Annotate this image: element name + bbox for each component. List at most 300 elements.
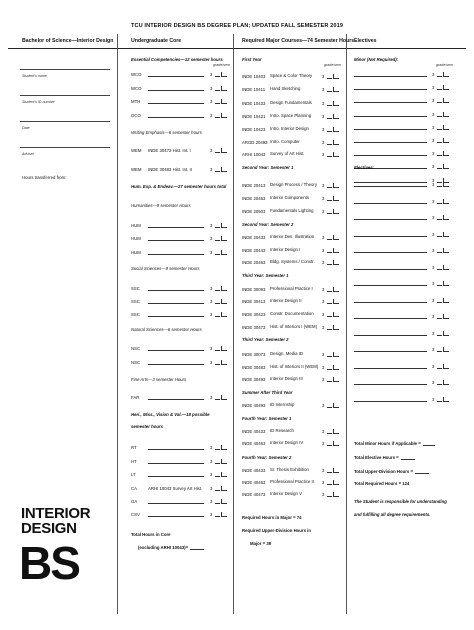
- row-hours: 3: [322, 209, 325, 214]
- row-code: CSV: [131, 512, 140, 517]
- row-hours: 3: [210, 346, 213, 351]
- sem-blank[interactable]: [222, 499, 227, 504]
- grade-blank[interactable]: [437, 265, 442, 270]
- grade-blank[interactable]: [215, 312, 220, 317]
- sem-blank[interactable]: [444, 151, 449, 156]
- sem-blank[interactable]: [222, 299, 227, 304]
- course-blank[interactable]: [148, 99, 204, 104]
- field-caption: Student's name: [22, 74, 47, 78]
- sem-blank[interactable]: [334, 87, 339, 92]
- row-code: MTH: [131, 99, 141, 104]
- summary-line: [354, 469, 429, 474]
- sem-blank[interactable]: [444, 331, 449, 336]
- sem-blank[interactable]: [334, 74, 339, 79]
- sem-blank[interactable]: [334, 429, 339, 434]
- row-hours: 3: [322, 312, 325, 317]
- sem-blank[interactable]: [334, 127, 339, 132]
- sem-blank[interactable]: [222, 472, 227, 477]
- sem-blank[interactable]: [222, 286, 227, 291]
- input-line[interactable]: [20, 95, 110, 96]
- sem-blank[interactable]: [334, 403, 339, 408]
- sem-blank[interactable]: [334, 209, 339, 214]
- row-hours: 3: [322, 299, 325, 304]
- grade-sem-label: grade/sem: [324, 63, 341, 67]
- elective-row: [354, 347, 449, 352]
- sem-blank[interactable]: [222, 512, 227, 517]
- course-blank[interactable]: [148, 286, 204, 291]
- sem-blank[interactable]: [444, 199, 449, 204]
- course-blank[interactable]: [354, 215, 427, 220]
- sem-blank[interactable]: [444, 265, 449, 270]
- row-hours: 3: [432, 182, 435, 187]
- grade-blank[interactable]: [327, 101, 332, 106]
- course-blank[interactable]: [354, 347, 427, 352]
- course-name: Intro. Space Planning: [270, 113, 312, 118]
- grade-blank[interactable]: [437, 380, 442, 385]
- grade-blank[interactable]: [437, 125, 442, 130]
- sem-blank[interactable]: [444, 112, 449, 117]
- sem-blank[interactable]: [444, 397, 449, 402]
- sem-blank[interactable]: [334, 114, 339, 119]
- sem-blank[interactable]: [444, 232, 449, 237]
- row-hours: 3: [432, 281, 435, 286]
- grade-blank[interactable]: [215, 499, 220, 504]
- divider-1: [117, 34, 118, 614]
- sem-blank[interactable]: [444, 364, 449, 369]
- sem-blank[interactable]: [334, 492, 339, 497]
- sem-blank[interactable]: [334, 287, 339, 292]
- sem-blank[interactable]: [222, 395, 227, 400]
- course-blank[interactable]: [148, 250, 204, 255]
- sem-blank[interactable]: [222, 312, 227, 317]
- grade-blank[interactable]: [215, 346, 220, 351]
- course-blank[interactable]: [354, 112, 427, 117]
- row-hours: 3: [322, 441, 325, 446]
- grade-blank[interactable]: [327, 299, 332, 304]
- grade-blank[interactable]: [437, 232, 442, 237]
- sem-blank[interactable]: [334, 152, 339, 157]
- row-hours: 3: [210, 223, 213, 228]
- divider-3: [346, 34, 347, 614]
- req-hours-line3: Major = 39: [250, 541, 272, 546]
- course-blank[interactable]: [148, 236, 204, 241]
- grade-blank[interactable]: [437, 314, 442, 319]
- major-row: [242, 428, 339, 434]
- course-blank[interactable]: [354, 182, 427, 187]
- row-hours: 3: [322, 403, 325, 408]
- course-number: INDE 20443: [242, 248, 266, 253]
- grade-blank[interactable]: [437, 182, 442, 187]
- row-hours: 3: [322, 87, 325, 92]
- grade-blank[interactable]: [327, 325, 332, 330]
- grade-blank[interactable]: [327, 209, 332, 214]
- course-blank[interactable]: [148, 360, 204, 365]
- course-blank[interactable]: [354, 138, 427, 143]
- ns-title: Natural Sciences—6 semester Hours: [131, 327, 202, 332]
- course-number: INDE 10421: [242, 114, 266, 119]
- grade-blank[interactable]: [327, 441, 332, 446]
- course-name: Hist. of Interiors I (WEM): [270, 324, 318, 329]
- sem-blank[interactable]: [334, 352, 339, 357]
- grade-blank[interactable]: [327, 312, 332, 317]
- grade-blank[interactable]: [327, 114, 332, 119]
- course-blank[interactable]: [354, 265, 427, 270]
- elective-row: [354, 182, 449, 187]
- sem-blank[interactable]: [334, 468, 339, 473]
- grade-blank[interactable]: [327, 468, 332, 473]
- sem-blank[interactable]: [444, 72, 449, 77]
- sem-blank[interactable]: [444, 164, 449, 169]
- summary-line: [354, 455, 415, 460]
- sem-blank[interactable]: [334, 325, 339, 330]
- sem-blank[interactable]: [334, 480, 339, 485]
- major-row: [242, 73, 339, 79]
- grade-blank[interactable]: [327, 480, 332, 485]
- course-name: Interior Design III: [270, 376, 303, 381]
- grade-blank[interactable]: [437, 199, 442, 204]
- elective-row: [354, 112, 449, 117]
- row-code: SSC: [131, 312, 140, 317]
- summary-line: [354, 481, 409, 486]
- elective-row: [354, 72, 449, 77]
- core-row: [131, 512, 227, 517]
- s1-title: Second Year: Semester 1: [242, 165, 294, 170]
- course-blank[interactable]: [354, 125, 427, 130]
- sem-blank[interactable]: [222, 236, 227, 241]
- row-hours: 3: [210, 512, 213, 517]
- course-blank[interactable]: [148, 499, 204, 504]
- sem-blank[interactable]: [334, 101, 339, 106]
- sem-blank[interactable]: [444, 248, 449, 253]
- grade-blank[interactable]: [327, 365, 332, 370]
- grade-blank[interactable]: [327, 248, 332, 253]
- course-blank[interactable]: [354, 248, 427, 253]
- grade-blank[interactable]: [437, 138, 442, 143]
- course-number: INDE 20413: [242, 183, 266, 188]
- sem-blank[interactable]: [444, 85, 449, 90]
- course-blank[interactable]: [354, 72, 427, 77]
- row-hours: 3: [322, 429, 325, 434]
- course-name: Design Fundamentals: [270, 100, 312, 105]
- course-blank[interactable]: [148, 346, 204, 351]
- elective-row: [354, 138, 449, 143]
- course-blank[interactable]: [354, 151, 427, 156]
- grade-blank[interactable]: [215, 512, 220, 517]
- grade-blank[interactable]: [215, 459, 220, 464]
- sem-blank[interactable]: [222, 72, 227, 77]
- row-hours: 3: [432, 124, 435, 130]
- course-blank[interactable]: [354, 314, 427, 319]
- course-blank[interactable]: [354, 98, 427, 103]
- major-row: [242, 100, 339, 106]
- course-blank[interactable]: [148, 512, 204, 517]
- major-row: [242, 139, 339, 145]
- row-hours: 3: [432, 111, 435, 117]
- grade-blank[interactable]: [215, 99, 220, 104]
- summary-blank[interactable]: [423, 441, 435, 446]
- course-blank[interactable]: [354, 331, 427, 336]
- sem-blank[interactable]: [444, 347, 449, 352]
- course-number: INDE 20433: [242, 235, 266, 240]
- sem-blank[interactable]: [444, 380, 449, 385]
- major-row: [242, 234, 339, 240]
- grade-blank[interactable]: [327, 140, 332, 145]
- elective-row: [354, 331, 449, 336]
- grade-blank[interactable]: [327, 196, 332, 201]
- major-row: [242, 491, 339, 497]
- course-blank[interactable]: [354, 232, 427, 237]
- sem-blank[interactable]: [334, 260, 339, 265]
- sem-blank[interactable]: [222, 346, 227, 351]
- sem-blank[interactable]: [222, 167, 227, 172]
- core-row: [131, 472, 227, 477]
- row-hours: 3: [432, 396, 435, 402]
- course-name: Interior Components: [270, 195, 309, 200]
- row-hours: 3: [210, 299, 213, 304]
- input-line[interactable]: [20, 121, 110, 122]
- row-hours: 3: [432, 151, 435, 157]
- row-hours: 3: [210, 486, 213, 491]
- core-total-blank[interactable]: [190, 545, 204, 550]
- input-line[interactable]: [20, 69, 110, 70]
- row-hours: 3: [210, 236, 213, 241]
- row-code: NSC: [131, 346, 141, 351]
- grade-blank[interactable]: [215, 86, 220, 91]
- note-line-1: The Student is responsible for understanding: [354, 499, 447, 504]
- row-hours: 3: [210, 250, 213, 255]
- major-row: [242, 364, 339, 370]
- course-number: INDE 40433: [242, 468, 266, 473]
- sem-blank[interactable]: [334, 183, 339, 188]
- row-hours: 3: [432, 347, 435, 352]
- course-blank[interactable]: [354, 298, 427, 303]
- course-blank[interactable]: [148, 445, 204, 450]
- grade-blank[interactable]: [437, 364, 442, 369]
- grade-blank[interactable]: [437, 347, 442, 352]
- sem-blank[interactable]: [334, 140, 339, 145]
- course-blank[interactable]: [354, 364, 427, 369]
- summary-blank[interactable]: [401, 455, 415, 460]
- sem-blank[interactable]: [444, 281, 449, 286]
- sem-blank[interactable]: [444, 138, 449, 143]
- course-name: Interior Design V: [270, 491, 303, 496]
- course-blank[interactable]: [354, 380, 427, 385]
- row-code: CA: [131, 486, 137, 491]
- course-blank[interactable]: [354, 397, 427, 402]
- course-name: ID Research: [270, 428, 294, 433]
- grade-blank[interactable]: [327, 74, 332, 79]
- row-hours: 3: [210, 86, 213, 91]
- grade-blank[interactable]: [437, 72, 442, 77]
- core-row: [131, 312, 227, 317]
- course-name: Intro. Interior Design: [270, 126, 309, 131]
- grade-blank[interactable]: [215, 236, 220, 241]
- grade-blank[interactable]: [215, 286, 220, 291]
- first-year-title: First Year: [242, 57, 262, 62]
- course-blank[interactable]: [148, 72, 204, 77]
- course-number: INDE 30073: [242, 352, 266, 357]
- row-hours: 3: [322, 480, 325, 485]
- grade-blank[interactable]: [437, 248, 442, 253]
- he-title: Hum. Exp. & Endeav.—27 semester hours total: [131, 184, 227, 189]
- course-blank[interactable]: [148, 113, 204, 118]
- grade-blank[interactable]: [437, 331, 442, 336]
- grade-blank[interactable]: [327, 352, 332, 357]
- sem-blank[interactable]: [444, 314, 449, 319]
- row-hours: 3: [432, 363, 435, 369]
- grade-blank[interactable]: [437, 164, 442, 169]
- grade-blank[interactable]: [327, 235, 332, 240]
- f2-title: Fourth Year: Semester 2: [242, 455, 292, 460]
- grade-blank[interactable]: [437, 298, 442, 303]
- grade-blank[interactable]: [437, 112, 442, 117]
- grade-blank[interactable]: [327, 260, 332, 265]
- divider-2: [233, 34, 234, 614]
- course-number: INDE 30473: [242, 325, 266, 330]
- course-blank[interactable]: [354, 199, 427, 204]
- row-course: INDE 30483 Hist. Int. II: [148, 167, 192, 172]
- grade-blank[interactable]: [437, 397, 442, 402]
- sem-blank[interactable]: [334, 235, 339, 240]
- sem-blank[interactable]: [222, 223, 227, 228]
- fa-title: Fine Arts—3 semester Hours: [131, 377, 187, 382]
- input-line[interactable]: [20, 147, 110, 148]
- sem-blank[interactable]: [444, 182, 449, 187]
- elective-row: [354, 232, 449, 237]
- grade-blank[interactable]: [215, 167, 220, 172]
- course-blank[interactable]: [148, 312, 204, 317]
- row-hours: 3: [210, 472, 213, 477]
- sem-blank[interactable]: [334, 196, 339, 201]
- sem-blank[interactable]: [222, 486, 227, 491]
- grade-blank[interactable]: [215, 72, 220, 77]
- grade-blank[interactable]: [215, 486, 220, 491]
- row-hours: 3: [432, 177, 435, 183]
- grade-blank[interactable]: [327, 377, 332, 382]
- course-name: Intro. Computer: [270, 139, 300, 144]
- course-blank[interactable]: [148, 472, 204, 477]
- core-total-text: (excluding ARHI 10043)=: [138, 545, 189, 550]
- course-blank[interactable]: [148, 395, 204, 400]
- course-blank[interactable]: [148, 459, 204, 464]
- major-row: [242, 286, 339, 292]
- sem-blank[interactable]: [222, 360, 227, 365]
- sem-blank[interactable]: [222, 99, 227, 104]
- course-name: Interior Des. Illustration: [270, 234, 315, 239]
- grade-blank[interactable]: [327, 127, 332, 132]
- grade-blank[interactable]: [437, 281, 442, 286]
- grade-blank[interactable]: [215, 148, 220, 153]
- row-course: ARHI 10043 Survey Art Hist.: [148, 486, 203, 491]
- grade-blank[interactable]: [215, 223, 220, 228]
- course-name: Constr. Documentation: [270, 311, 314, 316]
- row-hours: 3: [322, 140, 325, 145]
- grade-blank[interactable]: [437, 151, 442, 156]
- core-row: [131, 236, 227, 241]
- grade-blank[interactable]: [327, 287, 332, 292]
- row-hours: 3: [432, 198, 435, 204]
- grade-blank[interactable]: [215, 113, 220, 118]
- header-rule: [8, 48, 466, 49]
- grade-blank[interactable]: [437, 215, 442, 220]
- row-hours: 3: [432, 85, 435, 91]
- grade-blank[interactable]: [215, 360, 220, 365]
- row-hours: 3: [322, 248, 325, 253]
- brand-big: BS: [19, 537, 79, 589]
- sem-blank[interactable]: [444, 298, 449, 303]
- sem-blank[interactable]: [334, 248, 339, 253]
- core-row: [131, 86, 227, 91]
- sem-blank[interactable]: [222, 459, 227, 464]
- row-hours: 3: [432, 380, 435, 385]
- sem-blank[interactable]: [222, 86, 227, 91]
- major-row: [242, 151, 339, 157]
- sem-blank[interactable]: [444, 125, 449, 130]
- row-hours: 3: [210, 148, 213, 153]
- sem-blank[interactable]: [222, 148, 227, 153]
- core-row: [131, 299, 227, 304]
- grade-blank[interactable]: [327, 87, 332, 92]
- row-code: HUM: [131, 250, 141, 255]
- sem-blank[interactable]: [222, 250, 227, 255]
- course-blank[interactable]: [148, 86, 204, 91]
- grade-blank[interactable]: [215, 395, 220, 400]
- core-row: [131, 99, 227, 104]
- hm-sub: semester hours: [131, 424, 164, 429]
- grade-blank[interactable]: [327, 152, 332, 157]
- sem-blank[interactable]: [222, 113, 227, 118]
- grade-blank[interactable]: [437, 98, 442, 103]
- grade-blank[interactable]: [327, 183, 332, 188]
- sem-blank[interactable]: [334, 377, 339, 382]
- elective-row: [354, 215, 449, 220]
- grade-blank[interactable]: [215, 445, 220, 450]
- course-blank[interactable]: [354, 85, 427, 90]
- hum-title: Humanities—9 semester Hours: [131, 203, 191, 208]
- summary-blank[interactable]: [415, 469, 429, 474]
- sem-blank[interactable]: [334, 312, 339, 317]
- sem-blank[interactable]: [444, 98, 449, 103]
- grade-blank[interactable]: [215, 472, 220, 477]
- row-code: RT: [131, 445, 137, 450]
- sem-blank[interactable]: [334, 365, 339, 370]
- row-code: WCO: [131, 72, 142, 77]
- row-code: SSC: [131, 286, 140, 291]
- grade-blank[interactable]: [327, 492, 332, 497]
- row-hours: 3: [322, 365, 325, 370]
- row-hours: 3: [432, 297, 435, 303]
- sem-blank[interactable]: [444, 215, 449, 220]
- course-blank[interactable]: [148, 299, 204, 304]
- grade-blank[interactable]: [327, 429, 332, 434]
- sem-blank[interactable]: [334, 441, 339, 446]
- sem-blank[interactable]: [222, 445, 227, 450]
- course-blank[interactable]: [354, 281, 427, 286]
- course-blank[interactable]: [148, 223, 204, 228]
- sem-blank[interactable]: [334, 299, 339, 304]
- grade-blank[interactable]: [437, 85, 442, 90]
- grade-blank[interactable]: [327, 403, 332, 408]
- field-caption: Adviser: [22, 152, 34, 156]
- ec-title: Essential Competencies—12 semester hours: [131, 57, 223, 62]
- major-row: [242, 208, 339, 214]
- grade-blank[interactable]: [215, 250, 220, 255]
- row-code: WEM: [131, 148, 142, 153]
- course-number: INDE 20503: [242, 209, 266, 214]
- summer-title: Summer After Third Year: [242, 390, 293, 395]
- core-row: [131, 486, 227, 491]
- grade-blank[interactable]: [215, 299, 220, 304]
